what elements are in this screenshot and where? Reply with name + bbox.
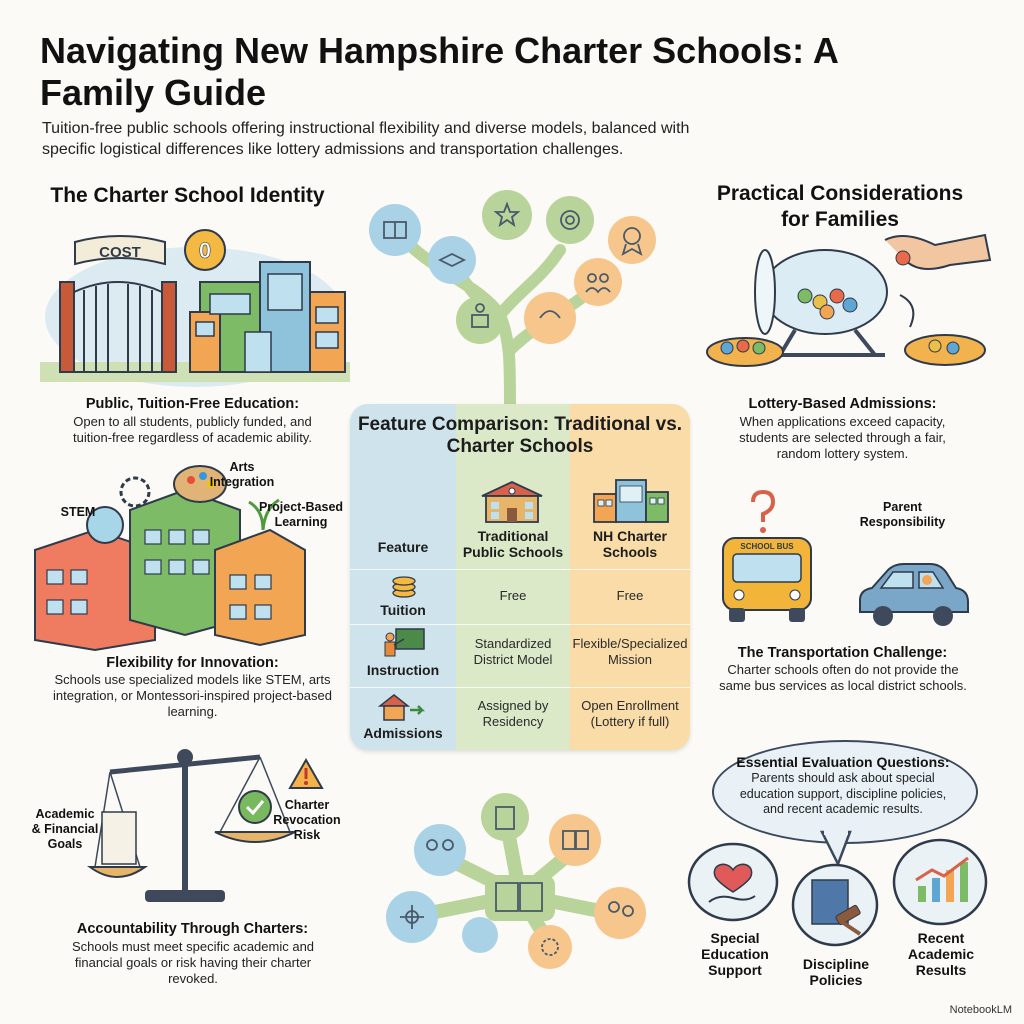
stem-label: STEM <box>60 505 96 519</box>
warning-icon <box>288 758 324 790</box>
traditional-school-icon <box>478 478 546 524</box>
identity-caption-1-heading: Public, Tuition-Free Education: <box>85 396 300 412</box>
lottery-drum-illustration <box>705 230 995 390</box>
header-feature: Feature <box>377 539 429 555</box>
row-tuition-traditional: Free <box>499 588 527 603</box>
question-label-special-ed: Special Education Support <box>701 930 769 978</box>
identity-caption-2-heading: Flexibility for Innovation: <box>106 655 279 671</box>
revocation-risk-label: Charter Revocation Risk <box>273 798 341 842</box>
row-instruction-traditional: Standardized District Model <box>473 636 553 667</box>
identity-caption-3-heading: Accountability Through Charters: <box>76 921 309 937</box>
academic-results-chart-icon <box>890 836 990 931</box>
coins-icon <box>390 572 418 598</box>
parent-responsibility-label: Parent Responsibility <box>859 500 946 529</box>
parent-car-illustration <box>855 560 970 630</box>
teacher-board-icon <box>382 627 426 659</box>
row-admissions-charter: Open Enrollment (Lottery if full) <box>581 698 679 729</box>
cost-sign-text: COST <box>99 244 141 261</box>
bubble-heading: Essential Evaluation Questions: <box>736 754 950 770</box>
identity-caption-1-body: Open to all students, publicly funded, and tuition-free regardless of academic ability. <box>73 414 312 445</box>
bus-sign-text: SCHOOL BUS <box>740 542 794 551</box>
row-instruction-label: Instruction <box>366 662 440 678</box>
coin-zero-text: 0 <box>198 238 212 263</box>
right-section-title: Practical Considerations for Families <box>716 182 964 231</box>
identity-caption-3-body: Schools must meet specific academic and financial goals or risk having their charter revoked. <box>71 939 315 986</box>
practical-caption-2-body: Charter schools often do not provide the same bus services as local district schools. <box>719 662 967 693</box>
page-title: Navigating New Hampshire Charter Schools: A Family Guide <box>40 30 838 113</box>
bubble-body: Parents should ask about special education support, discipline policies, and recent academic results. <box>739 771 947 816</box>
notebooklm-watermark: NotebookLM <box>949 1004 1012 1016</box>
row-admissions-traditional: Assigned by Residency <box>477 698 549 729</box>
school-bus-illustration <box>715 490 815 625</box>
identity-caption-2-body: Schools use specialized models like STEM, arts integration, or Montessori-inspired project-based learning. <box>53 672 332 719</box>
comparison-table <box>350 404 690 750</box>
public-school-illustration <box>40 222 350 387</box>
practical-caption-2-heading: The Transportation Challenge: <box>737 645 948 661</box>
question-label-discipline: Discipline Policies <box>802 956 870 988</box>
special-education-heart-icon <box>685 840 780 930</box>
question-label-results: Recent Academic Results <box>907 930 975 978</box>
arts-integration-label: Arts Integration <box>209 460 275 489</box>
page-subtitle: Tuition-free public schools offering instructional flexibility and diverse models, balanced with specific logistical differences like lottery admissions and transportation challenges. <box>42 120 690 158</box>
innovation-illustration <box>35 470 345 650</box>
header-charter: NH Charter Schools <box>593 528 667 560</box>
table-title: Feature Comparison: Traditional vs. Charter Schools <box>357 414 683 457</box>
goals-label: Academic & Financial Goals <box>31 807 99 851</box>
practical-caption-1-heading: Lottery-Based Admissions: <box>748 396 937 412</box>
left-section-title: The Charter School Identity <box>50 184 325 207</box>
row-admissions-label: Admissions <box>363 725 443 741</box>
row-tuition-charter: Free <box>616 588 644 603</box>
resources-icon-cluster <box>380 795 660 980</box>
charter-school-icon <box>588 474 672 524</box>
learning-models-tree <box>360 190 670 405</box>
row-instruction-charter: Flexible/Specialized Mission <box>572 636 688 667</box>
house-arrow-icon <box>378 692 428 722</box>
project-based-label: Project-Based Learning <box>258 500 344 529</box>
header-traditional: Traditional Public Schools <box>462 528 564 560</box>
practical-caption-1-body: When applications exceed capacity, students are selected through a fair, random lottery system. <box>739 414 946 461</box>
discipline-gavel-icon <box>790 860 880 950</box>
row-tuition-label: Tuition <box>380 602 426 618</box>
